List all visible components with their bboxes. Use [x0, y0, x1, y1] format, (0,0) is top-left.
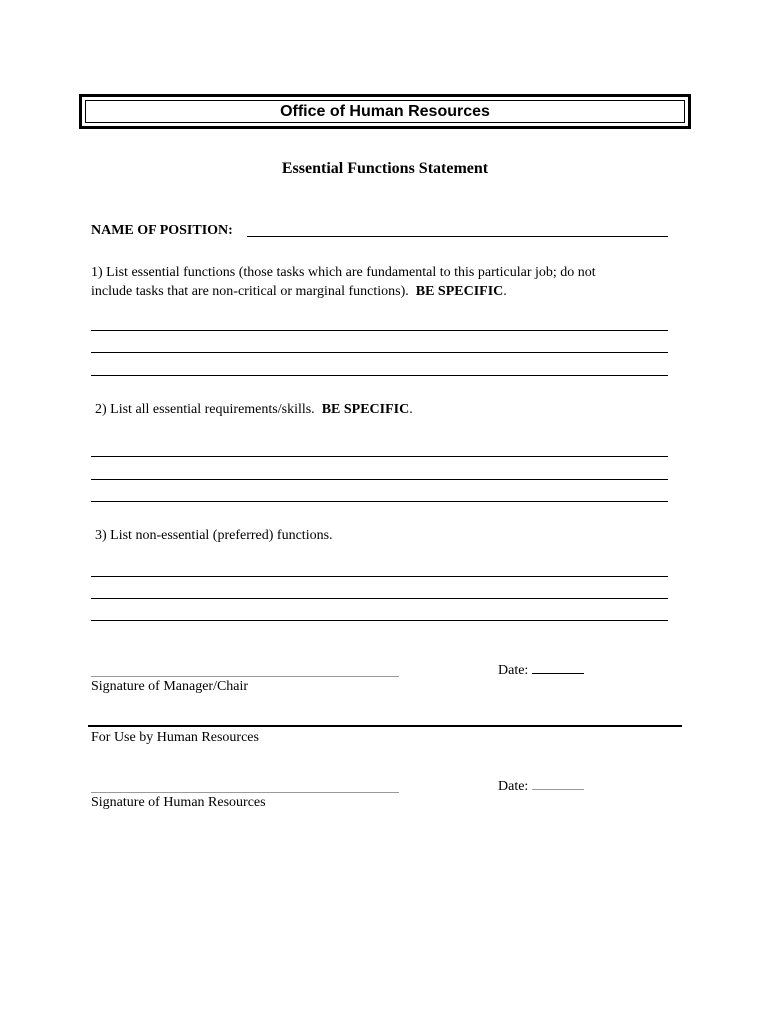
manager-date-field[interactable] [532, 659, 584, 674]
question-1-line-2 [91, 282, 507, 302]
section-divider [88, 725, 682, 727]
answer-1-line[interactable] [91, 330, 668, 331]
question-1-period: . [503, 284, 507, 299]
manager-date-group [498, 659, 584, 681]
answer-3-line[interactable] [91, 598, 668, 599]
answer-1-line[interactable] [91, 375, 668, 376]
hr-use-label: For Use by Human Resources [91, 730, 259, 745]
answer-3-line[interactable] [91, 620, 668, 621]
hr-date-field[interactable] [532, 775, 584, 790]
hr-date-label: Date: [498, 779, 529, 794]
answer-2-line[interactable] [91, 456, 668, 457]
manager-signature-label: Signature of Manager/Chair [91, 679, 249, 694]
office-header-box [79, 94, 691, 129]
question-2-text: 2) List all essential requirements/skills. [95, 402, 315, 417]
question-2-period: . [409, 402, 413, 417]
position-name-field[interactable] [247, 236, 668, 237]
answer-2-line[interactable] [91, 479, 668, 480]
question-2-emphasis: BE SPECIFIC [321, 402, 410, 417]
office-header-inner [85, 100, 685, 123]
answer-3-line[interactable] [91, 576, 668, 577]
answer-2-line[interactable] [91, 501, 668, 502]
document-title: Essential Functions Statement [281, 160, 489, 177]
hr-signature-label: Signature of Human Resources [91, 795, 266, 810]
question-1-emphasis: BE SPECIFIC [415, 284, 504, 299]
question-2 [95, 400, 413, 420]
position-label: NAME OF POSITION: [91, 223, 233, 238]
question-3-text: 3) List non-essential (preferred) functions. [95, 528, 333, 543]
manager-date-label: Date: [498, 663, 529, 678]
hr-date-group [498, 775, 584, 797]
question-1-line-1: 1) List essential functions (those tasks which are fundamental to this particular job; do not [91, 265, 596, 280]
office-title: Office of Human Resources [280, 102, 490, 120]
question-1-text: include tasks that are non-critical or marginal functions). [91, 284, 409, 299]
answer-1-line[interactable] [91, 352, 668, 353]
